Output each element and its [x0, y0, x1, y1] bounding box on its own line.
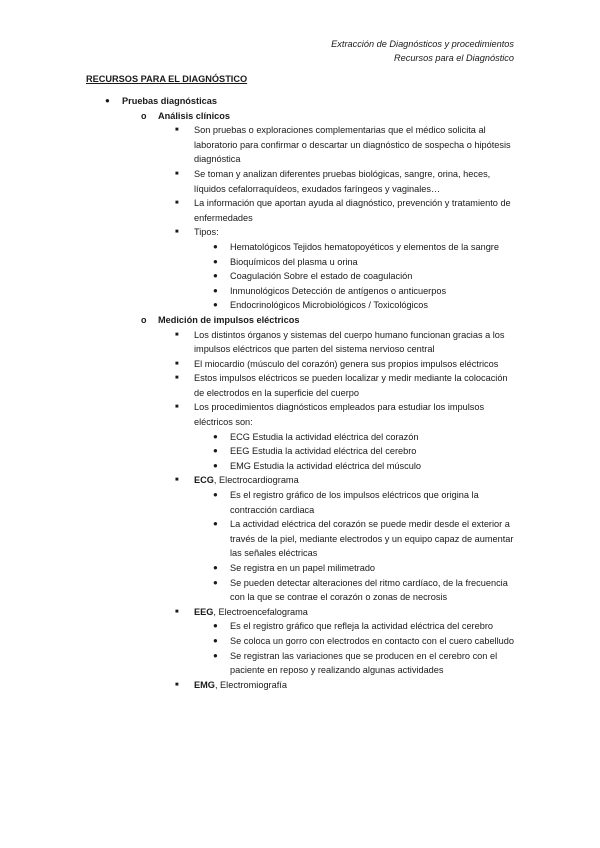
list-item: ■ Son pruebas o exploraciones complementarias que el médico solicita al laboratorio para confirmar o descartar un diagnóstico de sospecha o hipótesis diagnóstica: [175, 125, 511, 165]
square-bullet-icon: ■: [175, 608, 179, 615]
square-bullet-icon: ■: [175, 331, 179, 338]
bullet-icon: ●: [213, 563, 218, 572]
bullet-icon: ●: [213, 460, 218, 470]
list-item: ■ El miocardio (músculo del corazón) genera sus propios impulsos eléctricos: [194, 357, 519, 372]
circle-bullet-icon: o: [141, 110, 147, 121]
header-line-2: Recursos para el Diagnóstico: [393, 53, 514, 63]
square-bullet-icon: ■: [175, 170, 179, 177]
bullet-icon: ●: [105, 96, 110, 105]
bullet-icon: ●: [213, 241, 218, 251]
list-item: ● Se coloca un gorro con electrodos en contacto con el cuero cabelludo: [230, 634, 520, 649]
list-item: ● La actividad eléctrica del corazón se puede medir desde el exterior a través de la piel, mediante electrodos y un equipo capaz de aumentar las señales eléctricas: [213, 519, 514, 559]
list-item: ■ Se toman y analizan diferentes pruebas biológicas, sangre, orina, heces, líquidos cefalorraquídeos, exudados faríngeos y vaginales…: [175, 168, 491, 194]
bullet-icon: ●: [213, 577, 218, 587]
list-item-emg: ■ EMG, Electromiografía: [194, 678, 519, 693]
bullet-icon: ●: [213, 650, 218, 660]
bullet-icon: ●: [213, 621, 218, 631]
page-title: RECURSOS PARA EL DIAGNÓSTICO: [86, 74, 248, 84]
document-body: [0, 94, 600, 692]
list-item-ecg: ■ ECG, Electrocardiograma: [194, 473, 519, 488]
list-item: ● Hematológicos Tejidos hematopoyéticos y elementos de la sangre: [230, 240, 520, 255]
bullet-icon: ●: [213, 519, 218, 529]
list-item: ● EMG Estudia la actividad eléctrica del músculo: [230, 459, 520, 474]
square-bullet-icon: ■: [175, 127, 179, 134]
list-item: ■ Los distintos órganos y sistemas del cuerpo humano funcionan gracias a los impulsos eléctricos que parten del sistema nervioso central: [175, 329, 505, 355]
bullet-icon: ●: [213, 256, 218, 266]
list-item: ■ Los procedimientos diagnósticos empleados para estudiar los impulsos eléctricos son:: [175, 402, 485, 428]
list-item: ● Endocrinológicos Microbiológicos / Toxicológicos: [230, 298, 520, 313]
square-bullet-icon: ■: [175, 200, 179, 207]
bullet-icon: ●: [213, 431, 218, 441]
list-item-medicion: o Medición de impulsos eléctricos: [158, 313, 518, 328]
bullet-icon: ●: [213, 271, 218, 281]
list-item: ● Se registra en un papel milimetrado: [230, 561, 520, 576]
list-item: ● Es el registro gráfico que refleja la actividad eléctrica del cerebro: [230, 619, 520, 634]
list-item-pruebas: ● Pruebas diagnósticas: [122, 94, 522, 109]
list-item: ● Bioquímicos del plasma u orina: [230, 255, 520, 270]
list-item: ● Inmunológicos Detección de antígenos o anticuerpos: [230, 284, 520, 299]
square-bullet-icon: ■: [175, 477, 179, 484]
bullet-icon: ●: [213, 285, 218, 295]
list-item: ● ECG Estudia la actividad eléctrica del corazón: [230, 430, 520, 445]
page-header: [331, 37, 514, 65]
list-item: ● Coagulación Sobre el estado de coagulación: [230, 269, 520, 284]
list-item-analisis: o Análisis clínicos: [158, 109, 518, 124]
header-line-1: Extracción de Diagnósticos y procedimientos: [331, 39, 514, 49]
list-item-eeg: ■ EEG, Electroencefalograma: [194, 605, 519, 620]
list-item: ● Se pueden detectar alteraciones del ritmo cardíaco, de la frecuencia con la que se contrae el corazón o zonas de necrosis: [213, 577, 508, 603]
bullet-icon: ●: [213, 635, 218, 645]
bullet-icon: ●: [213, 490, 218, 500]
bullet-icon: ●: [213, 300, 218, 310]
list-item: ● Se registran las variaciones que se producen en el cerebro con el paciente en reposo y realizando algunas actividades: [213, 650, 498, 676]
square-bullet-icon: ■: [175, 404, 179, 411]
bullet-icon: ●: [213, 446, 218, 456]
list-item: ● EEG Estudia la actividad eléctrica del cerebro: [230, 444, 520, 459]
list-item: ■ Estos impulsos eléctricos se pueden localizar y medir mediante la colocación de electrodos en la superficie del cuerpo: [175, 373, 508, 398]
square-bullet-icon: ■: [175, 681, 179, 688]
list-item: ● Es el registro gráfico de los impulsos eléctricos que origina la contracción cardiaca: [213, 490, 479, 515]
square-bullet-icon: ■: [175, 360, 179, 367]
list-item: ■ Tipos:: [194, 225, 519, 240]
square-bullet-icon: ■: [175, 375, 179, 382]
circle-bullet-icon: o: [141, 314, 147, 325]
square-bullet-icon: ■: [175, 229, 179, 236]
list-item: ■ La información que aportan ayuda al diagnóstico, prevención y tratamiento de enfermedades: [175, 198, 511, 223]
